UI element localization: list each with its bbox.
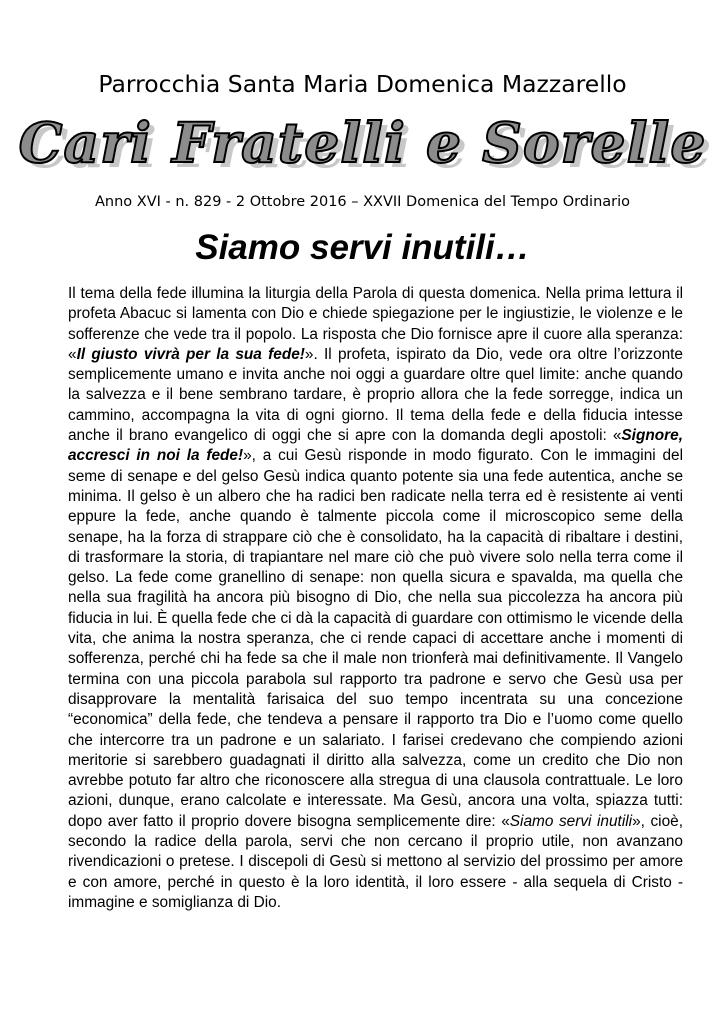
article-text: », cioè, secondo la radice della parola, servi che non cercano il proprio utile, non avanzano rivendicazioni o pretese. I discepoli di Gesù si mettono al servizio del prossimo per amore e con amore, perché in questo è la loro identità, il loro essere - alla sequela di Cristo - immagine e somiglianza di Dio. — [68, 812, 683, 911]
parish-name: Parrocchia Santa Maria Domenica Mazzarello — [98, 70, 627, 98]
article-text: », a cui Gesù risponde in modo figurato. Con le immagini del seme di senape e del gelso Gesù indica quanto potente sia una fede autentica, anche se minima. Il gelso è un albero che ha radici ben radicate nella terra ed è resistente ai venti eppure la fede, anche quando è talmente piccola come il microscopico seme della senape, ha la forza di strappare ciò che è consolidato, ha la capacità di ribaltare i destini, di trasformare la storia, di trapiantare nel mare ciò che può vivere solo nella terra come il gelso. La fede come granellino di senape: non quella sicura e spavalda, ma quella che nella sua fragilità ha ancora più bisogno di Dio, che nella sua piccolezza ha ancora più fiducia in lui. È quella fede che ci dà la capacità di guardare con ottimismo le vicende della vita, che anima la nostra speranza, che ci rende capaci di accettare anche i momenti di sofferenza, perché chi ha fede sa che il male non trionferà mai definitivamente. Il Vangelo termina con una piccola parabola sul rapporto tra padrone e servo che Gesù usa per disapprovare la mentalità farisaica del suo tempo incentrata su una concezione “economica” della fede, che tendeva a pensare il rapporto tra Dio e l’uomo come quello che intercorre tra un padrone e un salariato. I farisei credevano che compiendo azioni meritorie si sarebbero guadagnati il diritto alla salvezza, come un credito che Dio non avrebbe potuto far altro che riconoscere alla stregua di una clausola contrattuale. Le loro azioni, dunque, erano calcolate e interessate. Ma Gesù, ancora una volta, spiazza tutti: dopo aver fatto il proprio dovere bisogna semplicemente dire: « — [68, 447, 683, 830]
quote-apostles: Signore, accresci in noi la fede! — [68, 427, 683, 465]
article-body — [68, 284, 683, 913]
quote-servants: Siamo servi inutili — [509, 812, 633, 830]
article-paragraph — [68, 284, 683, 913]
issue-line: Anno XVI - n. 829 - 2 Ottobre 2016 – XXVII Domenica del Tempo Ordinario — [94, 194, 631, 210]
article-title: Siamo servi inutili… — [195, 228, 530, 267]
masthead-title: Cari Fratelli e Sorelle — [18, 110, 707, 175]
article-text: ». Il profeta, ispirato da Dio, vede ora oltre l’orizzonte semplicemente umano e invita anche noi oggi a guardare oltre quel limite: anche quando la salvezza e il bene sembrano tardare, è proprio allora che la fede sorregge, indica un cammino, accompagna la vita di ogni giorno. Il tema della fede e della fiducia intesse anche il brano evangelico di oggi che si apre con la domanda degli apostoli: « — [68, 345, 683, 445]
article-text: Il tema della fede illumina la liturgia della Parola di questa domenica. Nella prima lettura il profeta Abacuc si lamenta con Dio e chiede spiegazione per le ingiustizie, le violenze e le sofferenze che vede tra il popolo. La risposta che Dio fornisce apre il cuore alla speranza: « — [68, 285, 683, 363]
quote-abacuc: Il giusto vivrà per la sua fede! — [76, 345, 305, 363]
